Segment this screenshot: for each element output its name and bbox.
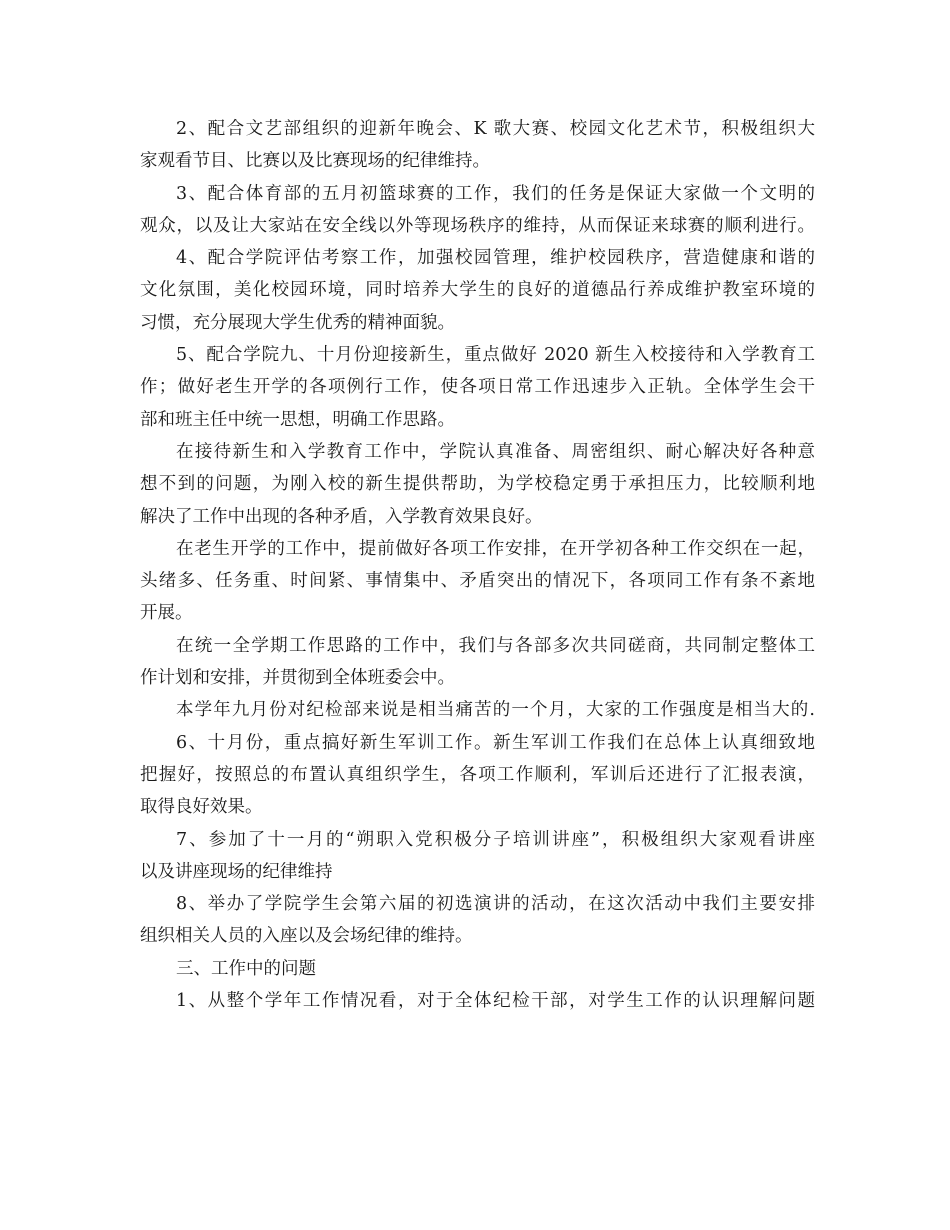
text-line: 文化氛围，美化校园环境，同时培养大学生的良好的道德品行养成维护教室环境的 (140, 280, 815, 301)
text-line: 头绪多、任务重、时间紧、事情集中、矛盾突出的情况下，各项同工作有条不紊地 (140, 571, 815, 592)
text-line: 1、从整个学年工作情况看，对于全体纪检干部，对学生工作的认识理解问题 (176, 991, 815, 1012)
text-line: 观众，以及让大家站在安全线以外等现场秩序的维持，从而保证来球赛的顺利进行。 (140, 215, 815, 236)
text-line: 想不到的问题，为刚入校的新生提供帮助，为学校稳定勇于承担压力，比较顺利地 (140, 474, 815, 495)
text-line: 作；做好老生开学的各项例行工作，使各项日常工作迅速步入正轨。全体学生会干 (140, 377, 815, 398)
text-line: 3、配合体育部的五月初篮球赛的工作，我们的任务是保证大家做一个文明的 (176, 183, 815, 204)
text-line: 解决了工作中出现的各种矛盾，入学教育效果良好。 (140, 506, 543, 527)
text-line: 部和班主任中统一思想，明确工作思路。 (140, 409, 455, 430)
text-line: 开展。 (140, 603, 193, 624)
text-line: 习惯，充分展现大学生优秀的精神面貌。 (140, 312, 455, 333)
text-line: 取得良好效果。 (140, 797, 263, 818)
text-line: 把握好，按照总的布置认真组织学生，各项工作顺利，军训后还进行了汇报表演， (140, 764, 815, 785)
text-line: 在统一全学期工作思路的工作中，我们与各部多次共同磋商，共同制定整体工 (176, 635, 815, 656)
text-line: 作计划和安排，并贯彻到全体班委会中。 (140, 668, 455, 689)
text-line: 本学年九月份对纪检部来说是相当痛苦的一个月，大家的工作强度是相当大的. (176, 700, 815, 721)
text-line: 组织相关人员的入座以及会场纪律的维持。 (140, 926, 473, 947)
text-line: 在老生开学的工作中，提前做好各项工作安排，在开学初各种工作交织在一起， (176, 538, 815, 559)
text-line: 6、十月份，重点搞好新生军训工作。新生军训工作我们在总体上认真细致地 (176, 732, 815, 753)
text-line: 以及讲座现场的纪律维持 (140, 861, 333, 882)
text-line: 7、参加了十一月的“朔职入党积极分子培训讲座”，积极组织大家观看讲座 (176, 829, 815, 850)
text-line: 在接待新生和入学教育工作中，学院认真准备、周密组织、耐心解决好各种意 (176, 441, 815, 462)
text-line: 4、配合学院评估考察工作，加强校园管理，维护校园秩序，营造健康和谐的 (176, 248, 815, 269)
text-line: 5、配合学院九、十月份迎接新生，重点做好 2020 新生入校接待和入学教育工 (176, 345, 815, 366)
text-line: 8、举办了学院学生会第六届的初选演讲的活动，在这次活动中我们主要安排 (176, 894, 815, 915)
document-body (140, 113, 815, 1017)
text-line: 2、配合文艺部组织的迎新年晚会、K 歌大赛、校园文化艺术节，积极组织大 (176, 119, 815, 139)
text-line: 家观看节目、比赛以及比赛现场的纪律维持。 (140, 151, 490, 172)
text-line: 三、工作中的问题 (176, 958, 316, 979)
